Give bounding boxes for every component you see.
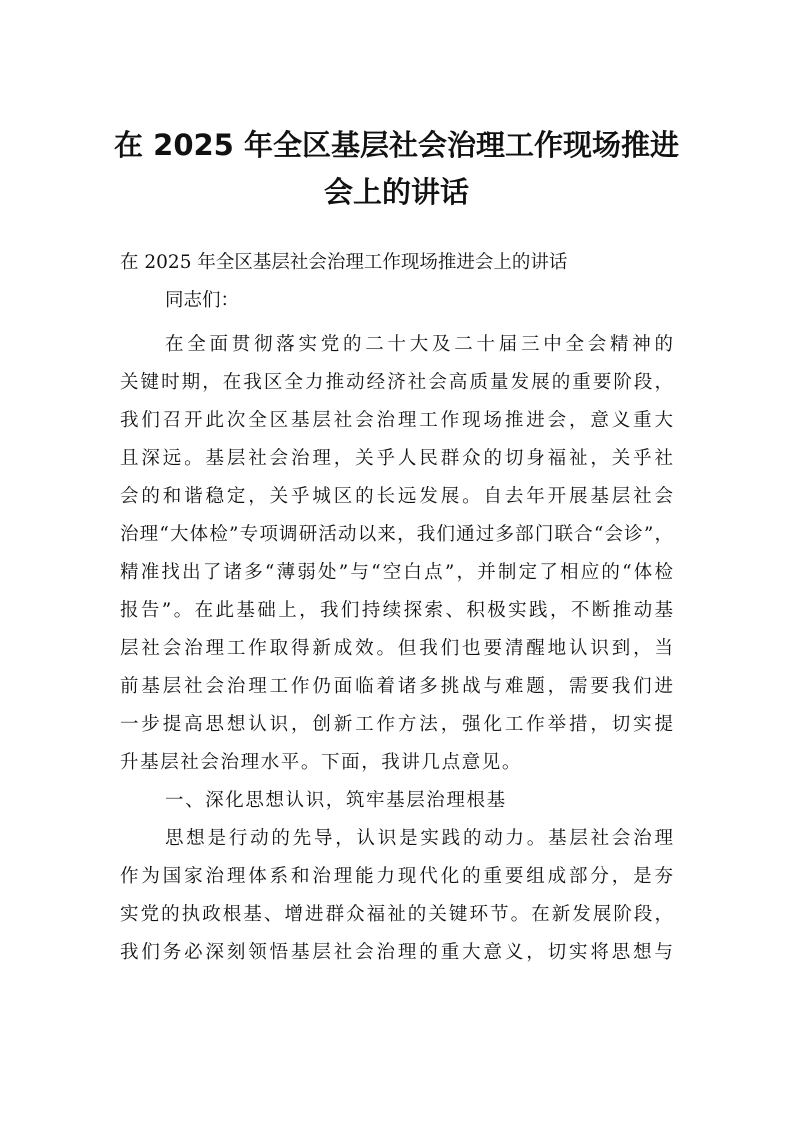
subtitle: 在 2025 年全区基层社会治理工作现场推进会上的讲话 [120,252,568,273]
paragraph-line: 我们召开此次全区基层社会治理工作现场推进会，意义重大 [120,410,673,431]
document-title-line-2: 会上的讲话 [323,175,469,209]
paragraph-line: 实党的执政根基、增进群众福祉的关键环节。在新发展阶段， [120,904,673,925]
paragraph-line: 一步提高思想认识，创新工作方法，强化工作举措，切实提 [120,714,673,735]
document-title-line-1: 在 2025 年全区基层社会治理工作现场推进 [114,128,679,162]
paragraph-line: 思想是行动的先导，认识是实践的动力。基层社会治理 [165,828,673,849]
section-heading-1: 一、深化思想认识，筑牢基层治理根基 [165,790,507,811]
paragraph-line: 我们务必深刻领悟基层社会治理的重大意义，切实将思想与 [120,942,673,963]
paragraph-line: 关键时期，在我区全力推动经济社会高质量发展的重要阶段， [120,372,673,393]
paragraph-line: 报告”。在此基础上，我们持续探索、积极实践，不断推动基 [120,600,673,621]
paragraph-line: 升基层社会治理水平。下面，我讲几点意见。 [120,752,523,773]
paragraph-line: 治理“大体检”专项调研活动以来，我们通过多部门联合“会诊”， [120,524,673,545]
paragraph-line: 前基层社会治理工作仍面临着诸多挑战与难题，需要我们进 [120,676,673,697]
salutation: 同志们： [165,290,240,311]
paragraph-line: 在全面贯彻落实党的二十大及二十届三中全会精神的 [165,334,673,355]
paragraph-line: 精准找出了诸多“薄弱处”与“空白点”，并制定了相应的“体检 [120,562,673,583]
paragraph-line: 作为国家治理体系和治理能力现代化的重要组成部分，是夯 [120,866,673,887]
paragraph-line: 层社会治理工作取得新成效。但我们也要清醒地认识到，当 [120,638,673,659]
paragraph-line: 且深远。基层社会治理，关乎人民群众的切身福祉，关乎社 [120,448,673,469]
paragraph-line: 会的和谐稳定，关乎城区的长远发展。自去年开展基层社会 [120,486,673,507]
